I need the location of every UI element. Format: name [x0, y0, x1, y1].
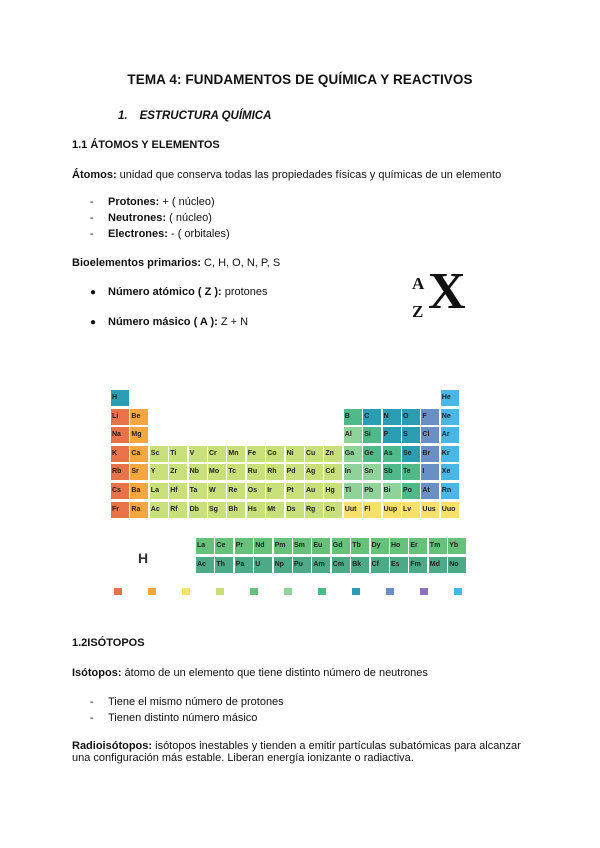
element-cell-fr: Fr — [111, 502, 129, 518]
legend-swatch — [454, 588, 462, 595]
element-cell-as: As — [383, 446, 401, 462]
element-cell-hg: Hg — [324, 483, 342, 499]
definition-line-2: una configuración más estable. Liberan energía ionizante o radiactiva. — [72, 752, 414, 764]
element-cell-p: P — [383, 427, 401, 443]
definition: ( núcleo) — [166, 212, 212, 224]
legend-swatch — [386, 588, 394, 595]
list-item: - Neutrones: ( núcleo) — [90, 212, 212, 224]
element-cell-rg: Rg — [305, 502, 323, 518]
element-cell-pr: Pr — [235, 538, 253, 554]
element-cell-db: Db — [189, 502, 207, 518]
element-cell-ga: Ga — [344, 446, 362, 462]
element-cell-o: O — [402, 409, 420, 425]
element-cell-rf: Rf — [169, 502, 187, 518]
list-item: - Electrones: - ( orbitales) — [90, 228, 230, 240]
element-cell-ru: Ru — [247, 464, 265, 480]
subsection-heading-isotopes: 1.2ISÓTOPOS — [72, 637, 145, 649]
element-cell-at: At — [421, 483, 439, 499]
element-cell-u: U — [254, 557, 272, 573]
element-cell-er: Er — [409, 538, 427, 554]
nuclide-notation — [412, 263, 492, 328]
definition: Z + N — [217, 316, 249, 328]
element-cell-tb: Tb — [351, 538, 369, 554]
atomic-number-symbol: Z — [412, 302, 424, 321]
element-symbol: X — [428, 263, 466, 320]
key-symbol: H — [138, 550, 149, 566]
element-cell-ac: Ac — [150, 502, 168, 518]
element-cell-he: He — [441, 390, 459, 406]
list-item: ● Número másico ( A ): Z + N — [90, 316, 249, 328]
element-cell-be: Be — [130, 409, 148, 425]
element-cell-bk: Bk — [351, 557, 369, 573]
legend-swatch — [114, 588, 122, 595]
term: Isótopos: — [72, 667, 122, 679]
element-cell-no: No — [448, 557, 466, 573]
element-cell-la: La — [196, 538, 214, 554]
element-cell-mt: Mt — [266, 502, 284, 518]
element-cell-yb: Yb — [448, 538, 466, 554]
element-cell-pm: Pm — [274, 538, 292, 554]
item-text: Tiene el mismo número de protones — [108, 696, 284, 708]
definition: + ( núcleo) — [159, 196, 215, 208]
element-cell-es: Es — [390, 557, 408, 573]
element-cell-pd: Pd — [286, 464, 304, 480]
element-cell-dy: Dy — [371, 538, 389, 554]
element-cell-md: Md — [429, 557, 447, 573]
element-cell-pa: Pa — [235, 557, 253, 573]
section-label: ESTRUCTURA QUÍMICA — [139, 110, 272, 122]
list-item: - Protones: + ( núcleo) — [90, 196, 215, 208]
element-cell-i: I — [421, 464, 439, 480]
subsection-heading-atoms: 1.1 ÁTOMOS Y ELEMENTOS — [72, 139, 220, 151]
element-cell-ar: Ar — [441, 427, 459, 443]
term: Radioisótopos: — [72, 740, 153, 752]
element-cell-tc: Tc — [227, 464, 245, 480]
radioisotopos-definition — [72, 740, 532, 764]
element-cell-n: N — [383, 409, 401, 425]
term: Bioelementos primarios: — [72, 257, 201, 269]
element-cell-os: Os — [247, 483, 265, 499]
element-cell-si: Si — [363, 427, 381, 443]
element-cell-sr: Sr — [130, 464, 148, 480]
term: Número atómico ( Z ): — [108, 286, 222, 298]
definition: C, H, O, N, P, S — [200, 257, 281, 269]
element-cell-rn: Rn — [441, 483, 459, 499]
element-cell-bh: Bh — [227, 502, 245, 518]
list-item: - Tiene el mismo número de protones — [90, 696, 284, 708]
element-cell-h: H — [111, 390, 129, 406]
element-cell-te: Te — [402, 464, 420, 480]
element-cell-uuo: Uuo — [441, 502, 459, 518]
element-cell-rb: Rb — [111, 464, 129, 480]
legend-swatch — [148, 588, 156, 595]
element-cell-cd: Cd — [324, 464, 342, 480]
element-cell-f: F — [421, 409, 439, 425]
element-cell-s: S — [402, 427, 420, 443]
element-cell-c: C — [363, 409, 381, 425]
term: Protones: — [108, 196, 160, 208]
legend-swatch — [420, 588, 428, 595]
list-item: - Tienen distinto número másico — [90, 712, 258, 724]
element-cell-y: Y — [150, 464, 168, 480]
definition: - ( orbitales) — [167, 228, 230, 240]
legend-swatch — [216, 588, 224, 595]
element-cell-cs: Cs — [111, 483, 129, 499]
element-cell-al: Al — [344, 427, 362, 443]
definition-line-1: isótopos inestables y tienden a emitir partículas subatómicas para alcanzar — [152, 740, 521, 752]
element-cell-ra: Ra — [130, 502, 148, 518]
bioelementos-line — [72, 257, 280, 269]
element-cell-ag: Ag — [305, 464, 323, 480]
term: Número másico ( A ): — [108, 316, 218, 328]
isotopos-definition — [72, 667, 428, 679]
element-cell-w: W — [208, 483, 226, 499]
section-heading — [118, 110, 271, 122]
legend-key-box — [126, 542, 186, 582]
element-cell-uup: Uup — [383, 502, 401, 518]
element-cell-hf: Hf — [169, 483, 187, 499]
element-cell-ce: Ce — [215, 538, 233, 554]
definition: átomo de un elemento que tiene distinto número de neutrones — [121, 667, 428, 679]
element-cell-uus: Uus — [421, 502, 439, 518]
element-cell-xe: Xe — [441, 464, 459, 480]
element-cell-cm: Cm — [332, 557, 350, 573]
element-cell-bi: Bi — [383, 483, 401, 499]
element-cell-eu: Eu — [312, 538, 330, 554]
element-cell-ne: Ne — [441, 409, 459, 425]
definition: unidad que conserva todas las propiedades físicas y químicas de un elemento — [116, 169, 502, 181]
element-cell-kr: Kr — [441, 446, 459, 462]
term: Neutrones: — [108, 212, 167, 224]
element-cell-mn: Mn — [227, 446, 245, 462]
element-cell-tm: Tm — [429, 538, 447, 554]
item-text: Tienen distinto número másico — [108, 712, 258, 724]
element-cell-ir: Ir — [266, 483, 284, 499]
element-cell-sb: Sb — [383, 464, 401, 480]
term: Átomos: — [72, 169, 117, 181]
element-cell-sg: Sg — [208, 502, 226, 518]
element-cell-ba: Ba — [130, 483, 148, 499]
element-cell-cu: Cu — [305, 446, 323, 462]
element-cell-br: Br — [421, 446, 439, 462]
element-cell-co: Co — [266, 446, 284, 462]
element-cell-lv: Lv — [402, 502, 420, 518]
element-cell-mo: Mo — [208, 464, 226, 480]
element-cell-ho: Ho — [390, 538, 408, 554]
periodic-table-image — [108, 374, 493, 604]
atomos-definition — [72, 169, 501, 181]
list-item: ● Número atómico ( Z ): protones — [90, 286, 268, 298]
mass-number-symbol: A — [412, 274, 425, 293]
element-cell-fe: Fe — [247, 446, 265, 462]
element-cell-nb: Nb — [189, 464, 207, 480]
legend-swatch — [352, 588, 360, 595]
element-cell-fm: Fm — [409, 557, 427, 573]
legend-swatch — [284, 588, 292, 595]
element-cell-np: Np — [274, 557, 292, 573]
element-cell-uut: Uut — [344, 502, 362, 518]
element-cell-ca: Ca — [130, 446, 148, 462]
element-cell-th: Th — [215, 557, 233, 573]
element-cell-pt: Pt — [286, 483, 304, 499]
element-cell-fl: Fl — [363, 502, 381, 518]
legend-swatch — [318, 588, 326, 595]
element-cell-po: Po — [402, 483, 420, 499]
element-cell-rh: Rh — [266, 464, 284, 480]
element-cell-am: Am — [312, 557, 330, 573]
element-cell-na: Na — [111, 427, 129, 443]
element-cell-ds: Ds — [286, 502, 304, 518]
element-cell-pb: Pb — [363, 483, 381, 499]
term: Electrones: — [108, 228, 168, 240]
element-cell-b: B — [344, 409, 362, 425]
element-cell-sm: Sm — [293, 538, 311, 554]
element-cell-la: La — [150, 483, 168, 499]
element-cell-cr: Cr — [208, 446, 226, 462]
element-cell-zn: Zn — [324, 446, 342, 462]
element-cell-v: V — [189, 446, 207, 462]
element-cell-pu: Pu — [293, 557, 311, 573]
element-cell-sc: Sc — [150, 446, 168, 462]
element-cell-li: Li — [111, 409, 129, 425]
element-cell-sn: Sn — [363, 464, 381, 480]
element-cell-zr: Zr — [169, 464, 187, 480]
element-cell-ta: Ta — [189, 483, 207, 499]
element-cell-cf: Cf — [371, 557, 389, 573]
element-cell-gd: Gd — [332, 538, 350, 554]
element-cell-se: Se — [402, 446, 420, 462]
legend-swatch — [250, 588, 258, 595]
section-number: 1. — [118, 110, 128, 122]
element-cell-ni: Ni — [286, 446, 304, 462]
definition: protones — [221, 286, 268, 298]
element-cell-ge: Ge — [363, 446, 381, 462]
element-cell-cl: Cl — [421, 427, 439, 443]
element-cell-in: In — [344, 464, 362, 480]
page-title: TEMA 4: FUNDAMENTOS DE QUÍMICA Y REACTIVOS — [127, 72, 473, 87]
element-cell-ti: Ti — [169, 446, 187, 462]
element-cell-au: Au — [305, 483, 323, 499]
element-cell-ac: Ac — [196, 557, 214, 573]
element-cell-nd: Nd — [254, 538, 272, 554]
element-cell-mg: Mg — [130, 427, 148, 443]
element-cell-k: K — [111, 446, 129, 462]
element-cell-hs: Hs — [247, 502, 265, 518]
element-cell-tl: Tl — [344, 483, 362, 499]
legend-swatch — [182, 588, 190, 595]
element-cell-re: Re — [227, 483, 245, 499]
element-cell-cn: Cn — [324, 502, 342, 518]
